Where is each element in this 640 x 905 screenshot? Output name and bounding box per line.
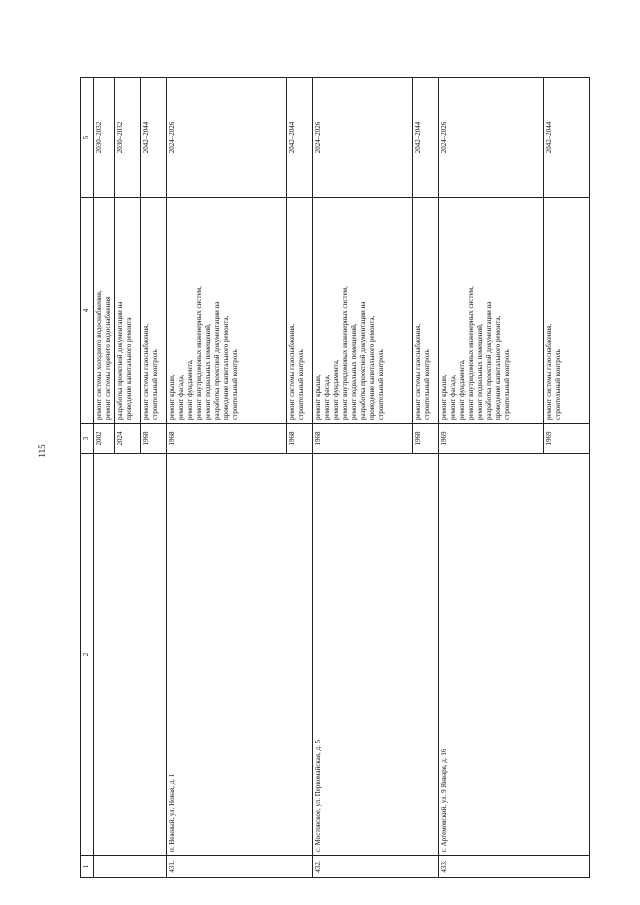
work-item: ремонт системы газоснабжения, xyxy=(544,323,553,420)
rotated-table-wrapper xyxy=(80,78,562,878)
work-item: ремонт внутридомовых инженерных систем, xyxy=(194,286,203,420)
work-item: ремонт фасада, xyxy=(448,374,457,420)
work-item: разработка проектной документации на xyxy=(212,301,221,420)
repair-year: 2002 xyxy=(94,424,115,454)
work-item: ремонт системы газоснабжения, xyxy=(287,323,296,420)
repair-period: 2024–2026 xyxy=(166,78,286,198)
table-row xyxy=(438,78,543,878)
work-list xyxy=(312,198,412,424)
work-item: разработка проектной документации на xyxy=(115,301,124,420)
entry-address: с. Мостовское, ул. Первомайская, д. 5 xyxy=(312,454,438,856)
work-item: ремонт внутридомовых инженерных систем, xyxy=(340,286,349,420)
work-list xyxy=(114,198,140,424)
work-item: проведение капитального ремонта xyxy=(124,317,133,420)
work-item: ремонт крыши, xyxy=(439,374,448,420)
work-item: ремонт фундамента, xyxy=(331,359,340,420)
work-item: ремонт подвальных помещений, xyxy=(475,323,484,420)
work-item: строительный контроль xyxy=(502,349,511,420)
entry-number: 432. xyxy=(312,856,438,878)
work-item: ремонт внутридомовых инженерных систем, xyxy=(466,286,475,420)
entry-number xyxy=(94,856,167,878)
work-item: ремонт фундамента, xyxy=(457,359,466,420)
table-row xyxy=(166,78,286,878)
repair-year: 1968 xyxy=(166,424,286,454)
repair-year: 1969 xyxy=(438,424,543,454)
work-item: строительный контроль xyxy=(422,349,431,420)
entry-number: 431. xyxy=(166,856,312,878)
work-item: строительный контроль xyxy=(150,349,159,420)
work-item: проведение капитального ремонта, xyxy=(493,315,502,420)
repair-year: 1968 xyxy=(140,424,166,454)
work-item: строительный контроль xyxy=(230,349,239,420)
entry-number: 433. xyxy=(438,856,589,878)
repair-year: 2024 xyxy=(114,424,140,454)
repair-year: 1968 xyxy=(312,424,412,454)
work-item: ремонт крыши, xyxy=(313,374,322,420)
work-list xyxy=(438,198,543,424)
repair-period: 2024–2026 xyxy=(312,78,412,198)
repair-year: 1968 xyxy=(412,424,438,454)
work-item: разработка проектной документации на xyxy=(484,301,493,420)
repair-period: 2042–2044 xyxy=(543,78,589,198)
repair-period: 2042–2044 xyxy=(412,78,438,198)
header-cell: 2 xyxy=(81,454,94,856)
work-item: ремонт системы горячего водоснабжения xyxy=(103,296,112,420)
repair-period: 2030–2032 xyxy=(94,78,115,198)
work-list xyxy=(94,198,115,424)
table-row xyxy=(94,78,115,878)
header-row xyxy=(81,78,94,878)
work-item: разработка проектной документации на xyxy=(358,301,367,420)
header-cell: 5 xyxy=(81,78,94,198)
work-item: ремонт фасада, xyxy=(176,374,185,420)
work-list xyxy=(543,198,589,424)
header-cell: 1 xyxy=(81,856,94,878)
work-item: ремонт подвальных помещений, xyxy=(203,323,212,420)
repair-year: 1969 xyxy=(543,424,589,454)
repair-period: 2024–2026 xyxy=(438,78,543,198)
work-list xyxy=(140,198,166,424)
work-item: ремонт подвальных помещений, xyxy=(349,323,358,420)
header-cell: 4 xyxy=(81,198,94,424)
entry-address xyxy=(94,454,167,856)
repair-period: 2030–2032 xyxy=(114,78,140,198)
entry-address: п. Нежный, ул. Новая, д. 1 xyxy=(166,454,312,856)
work-item: ремонт крыши, xyxy=(167,374,176,420)
work-list xyxy=(166,198,286,424)
work-list xyxy=(412,198,438,424)
work-item: ремонт фасада, xyxy=(322,374,331,420)
repair-period: 2042–2044 xyxy=(286,78,312,198)
work-item: проведение капитального ремонта, xyxy=(367,315,376,420)
table-row xyxy=(312,78,412,878)
capital-repair-table xyxy=(80,77,590,878)
work-item: строительный контроль xyxy=(376,349,385,420)
work-item: ремонт системы холодного водоснабжения, xyxy=(95,290,103,420)
work-item: ремонт системы газоснабжения, xyxy=(413,323,422,420)
page-number: 115 xyxy=(37,444,47,458)
repair-period: 2042–2044 xyxy=(140,78,166,198)
work-list xyxy=(286,198,312,424)
work-item: проведение капитального ремонта, xyxy=(221,315,230,420)
repair-year: 1968 xyxy=(286,424,312,454)
work-item: ремонт системы газоснабжения, xyxy=(141,323,150,420)
header-cell: 3 xyxy=(81,424,94,454)
work-item: ремонт фундамента, xyxy=(185,359,194,420)
work-item: строительный контроль xyxy=(296,349,305,420)
work-item: строительный контроль xyxy=(553,349,562,420)
entry-address: г. Артемовский, ул. 9 Января, д. 16 xyxy=(438,454,589,856)
